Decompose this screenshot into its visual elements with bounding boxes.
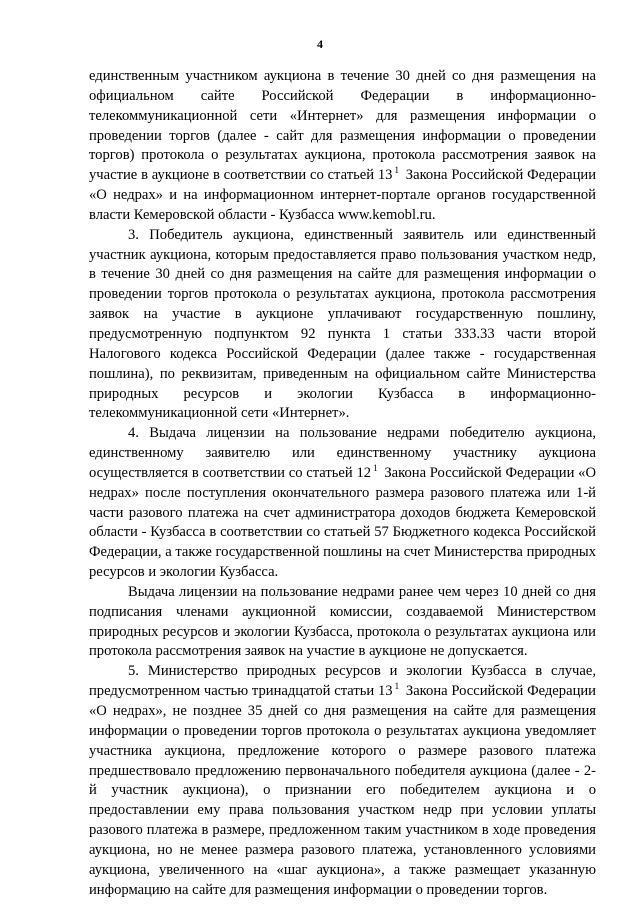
superscript-mark: 1 <box>394 165 399 176</box>
text-segment: Закона Российской Федерации «О недрах», не позднее 35 дней со дня размещения на сайте для размещения информации о проведении торгов протокола о результатах аукциона уведомляет участника аукциона, предложение которого о размере разового платежа предшествовало предложению первоначального победителя аукциона (далее - 2-й участник аукциона), о признании его победителем аукциона и о предоставлении ему права пользования участком недр при условии уплаты разового платежа в размере, предложенном таким участником в ходе проведения аукциона, но не менее размера разового платежа, установленного условиями аукциона, увеличенного на «шаг аукциона», а также размещает указанную информацию на сайте для размещения информации о проведении торгов. <box>89 683 596 898</box>
paragraph-continuation <box>89 67 596 226</box>
paragraph-3: 3. Победитель аукциона, единственный заявитель или единственный участник аукциона, которым предоставляется право пользования участком недр, в течение 30 дней со дня размещения на сайте для размещения информации о проведении торгов протокола о результатах аукциона, протокола рассмотрения заявок на участие в аукционе уплачивают государственную пошлину, предусмотренную подпунктом 92 пункта 1 статьи 333.33 части второй Налогового кодекса Российской Федерации (далее также - государственная пошлина), по реквизитам, приведенным на официальном сайте Министерства природных ресурсов и экологии Кузбасса в информационно-телекоммуникационной сети «Интернет». <box>89 226 596 422</box>
text-segment: 4. Выдача лицензии на пользование недрами победителю аукциона, единственному заявителю или единственному участнику аукциона осуществляется в соответствии со статьей 12 <box>89 425 596 481</box>
text-segment: 5. Министерство природных ресурсов и экологии Кузбасса в случае, предусмотренном частью тринадцатой статьи 13 <box>89 663 596 700</box>
text-segment: единственным участником аукциона в течение 30 дней со дня размещения на официальном сайте Российской Федерации в информационно-телекоммуникационной сети «Интернет» для размещения информации о проведении торгов (далее - сайт для размещения информации о проведении торгов) протокола о результатах аукциона, протокола рассмотрения заявок на участие в аукционе в соответствии со статьей 13 <box>89 68 596 184</box>
superscript-mark: 1 <box>373 462 378 473</box>
page-number: 4 <box>317 37 323 51</box>
text-segment: Закона Российской Федерации «О недрах» и на информационном интернет-портале органов государственной власти Кемеровской области - Кузбасса www.kemobl.ru. <box>89 167 597 223</box>
superscript-mark: 1 <box>394 681 400 692</box>
paragraph-4-continued: Выдача лицензии на пользование недрами ранее чем через 10 дней со дня подписания членами аукционной комиссии, создаваемой Министерством природных ресурсов и экологии Кузбасса, протокола о результатах аукциона или протокола рассмотрения заявок на участие в аукционе не допускается. <box>89 583 596 660</box>
paragraph-4 <box>89 424 596 583</box>
document-body <box>89 67 596 900</box>
paragraph-5 <box>89 662 596 900</box>
text-segment: Закона Российской Федерации «О недрах» после поступления окончательного размера разового платежа или 1-й части разового платежа на счет администратора доходов бюджета Кемеровской области - Кузбасса в соответствии со статьей 57 Бюджетного кодекса Российской Федерации, а также государственной пошлины на счет Министерства природных ресурсов и экологии Кузбасса. <box>89 464 596 581</box>
